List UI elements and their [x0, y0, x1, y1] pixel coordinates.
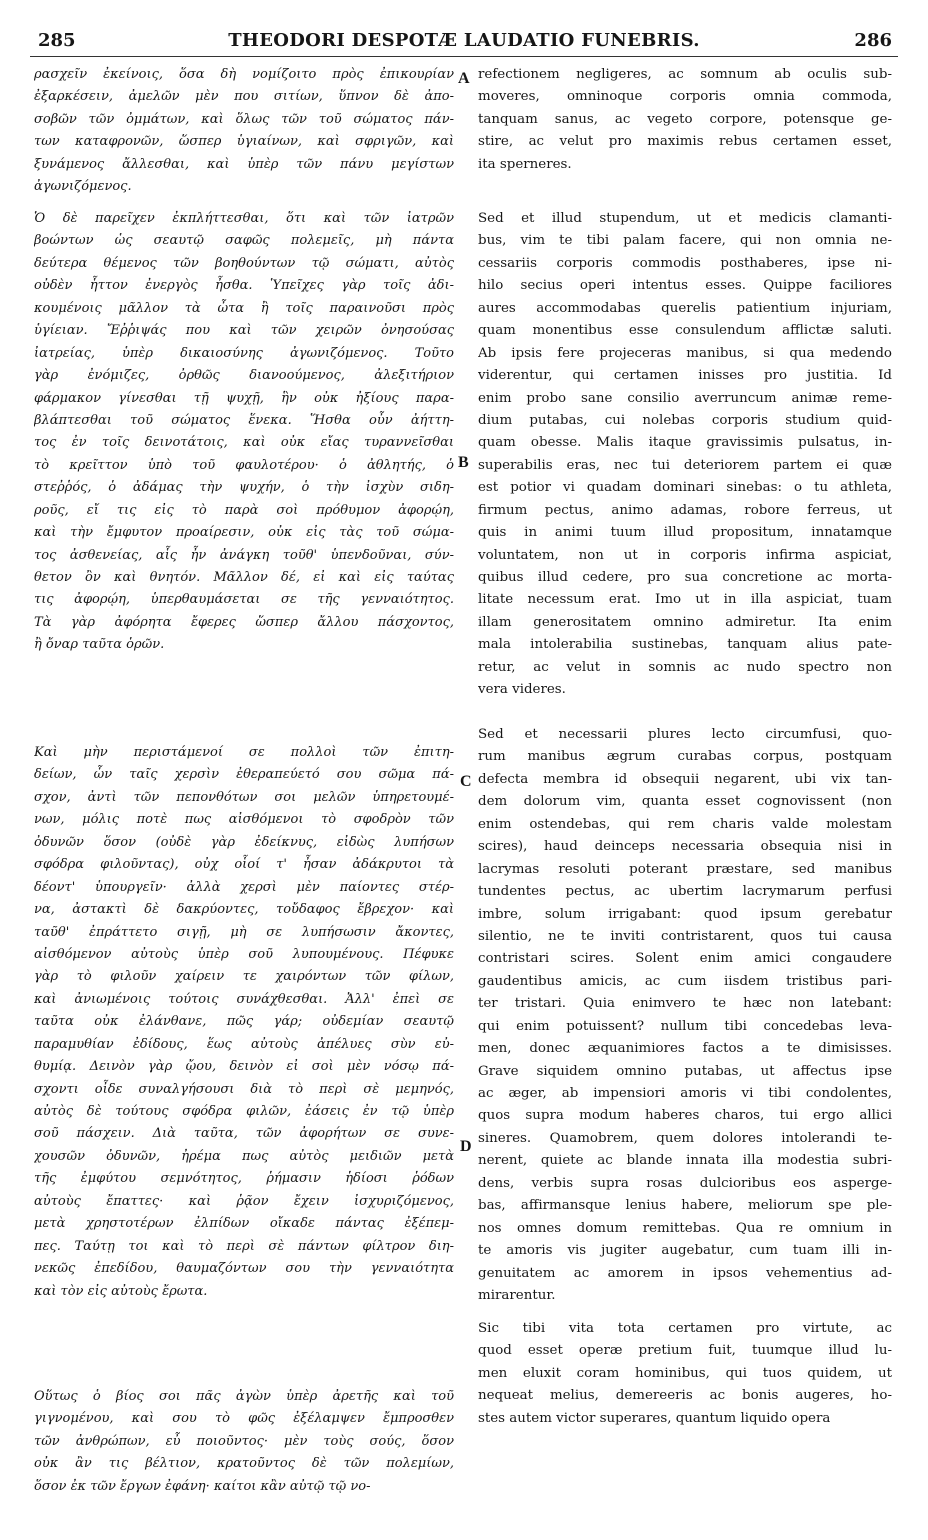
text-line: γὰρ ἐνόμιζες, ὀρθῶς διανοούμενος, ἀλεξιτήριον — [34, 368, 454, 384]
text-line: γὰρ τὸ φιλοῦν χαίρειν τε χαιρόντων τῶν φίλων, — [34, 969, 454, 985]
text-line: lacrymas resoluti poterant præstare, sed manibus — [478, 861, 892, 877]
text-line: men eluxit coram hominibus, qui tuos quidem, ut — [478, 1365, 892, 1381]
text-line: rum manibus ægrum curabas corpus, postquam — [478, 749, 892, 765]
text-line: τις ἀφορῴη, ὑπερθαυμάσεται σε τῆς γενναιότητος. — [34, 592, 454, 608]
latin-paragraph-4 — [478, 1318, 892, 1430]
text-line: gaudentibus amicis, ac cum iisdem tristibus pari- — [478, 973, 892, 989]
text-line: να, ἀστακτὶ δὲ δακρύοντες, τοὔδαφος ἔβρεχον· καὶ — [34, 902, 454, 918]
text-line: Grave siquidem omnino putabas, ut affectus ipse — [478, 1063, 892, 1079]
text-line: οὐκ ἂν τις βέλτιον, κρατοῦντος δὲ τῶν πολεμίων, — [34, 1456, 454, 1472]
text-line: ροῦς, εἴ τις εἰς τὸ παρὰ σοὶ πρόθυμον ἀφορῴη, — [34, 502, 454, 518]
text-line: quam obesse. Malis itaque gravissimis pulsatus, in- — [478, 435, 892, 451]
text-line: νεκῶς ἐπεδίδου, θαυμαζόντων σου τὴν γενναιότητα — [34, 1261, 454, 1277]
text-line: illam generositatem omnino admiretur. Ita enim — [478, 614, 892, 630]
latin-paragraph-1 — [478, 64, 892, 176]
text-line: ac æger, ab impensiori amoris vi tibi condolentes, — [478, 1086, 892, 1101]
header-rule — [30, 56, 898, 57]
text-line: μετὰ χρηστοτέρων ἐλπίδων οἴκαδε πάντας ἐξέπεμ- — [34, 1216, 454, 1232]
text-line: bus, vim te tibi palam facere, qui non omnia ne- — [478, 233, 892, 249]
text-line: stire, ac velut pro maximis rebus certamen esset, — [478, 134, 892, 150]
text-line: πες. Ταύτῃ τοι καὶ τὸ περὶ σὲ πάντων φίλτρον διη- — [34, 1238, 454, 1254]
text-line: stes autem victor superares, quantum liquido opera — [478, 1410, 831, 1426]
text-line: Ὁ δὲ παρεῖχεν ἐκπλήττεσθαι, ὅτι καὶ τῶν ἰατρῶν — [34, 211, 454, 226]
text-line: ταῦτα οὐκ ἐλάνθανε, πῶς γάρ; οὐδεμίαν σεαυτῷ — [34, 1014, 454, 1030]
text-line: imbre, solum irrigabant: quod ipsum gerebatur — [478, 906, 892, 922]
latin-paragraph-3 — [478, 724, 892, 1307]
text-line: των καταφρονῶν, ὥσπερ ὑγιαίνων, καὶ σφριγῶν, καὶ — [34, 134, 454, 150]
text-line: retur, ac velut in somnis ac nudo spectro non — [478, 659, 892, 675]
text-line: θυμίᾳ. Δεινὸν γὰρ ᾤου, δεινὸν εἰ σοὶ μὲν νόσῳ πά- — [34, 1059, 454, 1075]
text-line: τος ἀσθενείας, αἷς ἦν ἀνάγκη τοῦθ' ὑπενδοῦναι, σύν- — [34, 547, 454, 563]
page-number-right: 286 — [854, 30, 892, 51]
text-line: Τὰ γὰρ ἀφόρητα ἔφερες ὥσπερ ἄλλου πάσχοντος, — [34, 614, 454, 630]
text-line: ἢ ὄναρ ταῦτα ὁρῶν. — [34, 637, 165, 653]
text-line: dens, verbis supra rosas dulcioribus eos asperge- — [478, 1175, 892, 1191]
text-line: Sic tibi vita tota certamen pro virtute, ac — [478, 1321, 892, 1336]
text-line: cessariis corporis commodis posthaberes, ipse ni- — [478, 255, 892, 271]
text-line: καὶ ἀνιωμένοις τούτοις συνάχθεσθαι. Ἀλλ' ἐπεὶ σε — [34, 991, 454, 1007]
text-line: tundentes pectus, ac ubertim lacrymarum perfusi — [478, 884, 892, 900]
text-line: παραμυθίαν ἐδίδους, ἕως αὐτοὺς ἀπέλυες σὺν εὐ- — [34, 1036, 454, 1052]
text-line: βλάπτεσθαι τοῦ σώματος ἕνεκα. Ἥσθα οὖν ἀήττη- — [34, 412, 454, 428]
text-line: ρασχεῖν ἐκείνοις, ὅσα δὴ νομίζοιτο πρὸς ἐπικουρίαν — [34, 67, 454, 82]
text-line: refectionem negligeres, ac somnum ab oculis sub- — [478, 67, 892, 82]
text-line: quam monentibus esse consulendum afflictæ saluti. — [478, 323, 892, 339]
text-line: σφόδρα φιλοῦντας), οὐχ οἷοί τ' ἦσαν ἀδάκρυτοι τὰ — [34, 857, 454, 873]
text-line: ὀδυνῶν ὅσον (οὐδὲ γὰρ ἐδείκνυς, εἰδὼς λυπήσων — [34, 834, 454, 850]
text-line: αἰσθόμενον αὐτοὺς ὑπὲρ σοῦ λυπουμένους. Πέφυκε — [34, 946, 454, 962]
text-line: ταῦθ' ἐπράττετο σιγῇ, μὴ σε λυπήσωσιν ἄκοντες, — [34, 924, 454, 940]
greek-paragraph-4 — [34, 1386, 454, 1498]
text-line: dem dolorum vim, quanta esset cognovissent (non — [478, 794, 892, 810]
text-line: sineres. Quamobrem, quem dolores intolerandi te- — [478, 1130, 892, 1146]
text-line: moveres, omninoque corporis omnia commoda, — [478, 89, 892, 105]
text-line: bas, affirmansque lenius habere, meliorum spe ple- — [478, 1198, 892, 1214]
text-line: voluntatem, non ut in corporis infirma aspiciat, — [478, 547, 892, 563]
text-line: ἰατρείας, ὑπὲρ δικαιοσύνης ἀγωνιζόμενος. Τοῦτο — [34, 345, 454, 361]
text-line: quibus illud cedere, pro sua concretione ac morta- — [478, 570, 892, 585]
latin-paragraph-2 — [478, 208, 892, 702]
text-line: te amoris vis jugiter augebatur, cum tuam illi in- — [478, 1243, 892, 1259]
text-line: θετον ὂν καὶ θνητόν. Μᾶλλον δέ, εἰ καὶ εἰς ταύτας — [34, 570, 454, 585]
text-line: καὶ τὴν ἔμφυτον προαίρεσιν, οὐκ εἰς τὰς τοῦ σώμα- — [34, 525, 454, 541]
text-line: dium putabas, cui nolebas corporis studium quid- — [478, 412, 892, 428]
text-line: defecta membra id obsequii negarent, ubi vix tan- — [478, 771, 892, 787]
text-line: vera videres. — [478, 682, 566, 698]
text-line: νων, μόλις ποτὲ πως αἰσθόμενοι τὸ σφοδρὸν τῶν — [34, 812, 454, 828]
margin-marker-d: D — [460, 1138, 472, 1155]
text-line: γιγνομένου, καὶ σου τὸ φῶς ἐξέλαμψεν ἔμπροσθεν — [34, 1411, 454, 1427]
text-line: scires), haud deinceps necessaria obsequia nisi in — [478, 839, 892, 855]
greek-paragraph-1 — [34, 64, 454, 199]
margin-marker-c: C — [460, 773, 472, 790]
text-line: χουσῶν ὀδυνῶν, ἠρέμα πως αὐτὸς μειδιῶν μετὰ — [34, 1148, 454, 1164]
text-line: Sed et necessarii plures lecto circumfusi, quo- — [478, 727, 892, 742]
text-line: σχοντι οἶδε συναλγήσουσι διὰ τὸ περὶ σὲ μεμηνός, — [34, 1081, 454, 1097]
text-line: ξυνάμενος ἄλλεσθαι, καὶ ὑπὲρ τῶν πάνυ μεγίστων — [34, 156, 454, 172]
text-line: qui enim potuissent? nullum tibi concedebas leva- — [478, 1018, 892, 1034]
text-line: ἀγωνιζόμενος. — [34, 179, 132, 195]
text-line: δεύτερα θέμενος τῶν βοηθούντων τῷ σώματι, αὐτὸς — [34, 255, 454, 271]
running-title: THEODORI DESPOTÆ LAUDATIO FUNEBRIS. — [228, 30, 700, 51]
text-line: βοώντων ὡς σεαυτῷ σαφῶς πολεμεῖς, μὴ πάντα — [34, 233, 454, 249]
text-line: Καὶ μὴν περιστάμενοί σε πολλοὶ τῶν ἐπιτη- — [34, 745, 454, 760]
text-line: στεῤῥός, ὁ ἀδάμας τὴν ψυχήν, ὁ τὴν ἰσχὺν σιδη- — [34, 480, 454, 496]
text-line: τῆς ἐμφύτου σεμνότητος, ῥήμασιν ἡδίοσι ῥόδων — [34, 1171, 454, 1187]
text-line: men, donec æquanimiores factos a te dimisisses. — [478, 1041, 892, 1057]
text-line: κουμένοις μᾶλλον τὰ ὦτα ἢ τοῖς παραινοῦσι πρὸς — [34, 300, 454, 316]
text-line: οὐδὲν ἧττον ἐνεργὸς ἦσθα. Ὑπεῖχες γὰρ τοῖς ἀδι- — [34, 278, 454, 294]
text-line: litate necessum erat. Imo ut in illa aspiciat, tuam — [478, 592, 892, 608]
text-line: αὐτὸς δὲ τούτους σφόδρα φιλῶν, ἐάσεις ἐν τῷ ὑπὲρ — [34, 1104, 454, 1119]
text-line: aures accommodabas querelis patientium injuriam, — [478, 300, 892, 316]
text-line: enim probo sane consilio averruncum animæ reme- — [478, 390, 892, 406]
text-line: genuitatem ac amorem in ipsos vehementius ad- — [478, 1265, 892, 1281]
text-line: contristari scires. Solent enim amici congaudere — [478, 951, 892, 967]
margin-marker-a: A — [458, 70, 470, 87]
text-line: firmum pectus, animo adamas, robore ferreus, ut — [478, 502, 892, 518]
text-line: σχον, ἀντὶ τῶν πεπονθότων σοι μελῶν ὑπηρετουμέ- — [34, 789, 454, 805]
text-line: τος ἐν τοῖς δεινοτάτοις, καὶ οὐκ εἴας τυραννεῖσθαι — [34, 435, 454, 451]
text-line: Οὕτως ὁ βίος σοι πᾶς ἀγὼν ὑπὲρ ἀρετῆς καὶ τοῦ — [34, 1389, 454, 1404]
text-line: quos supra modum haberes charos, tui ergo allici — [478, 1108, 892, 1124]
text-line: viderentur, qui certamen inisses pro justitia. Id — [478, 368, 892, 384]
text-line: ὑγίειαν. Ἔῤῥιψάς που καὶ τῶν χειρῶν ὀνησούσας — [34, 323, 454, 339]
text-line: Sed et illud stupendum, ut et medicis clamanti- — [478, 211, 892, 226]
text-line: ter tristari. Quia enimvero te hæc non latebant: — [478, 996, 892, 1012]
text-line: αὐτοὺς ἔπαττες· καὶ ῥᾷον ἔχειν ἰσχυριζόμενος, — [34, 1193, 454, 1209]
text-line: ἐξαρκέσειν, ἀμελῶν μὲν που σιτίων, ὕπνον δὲ ἀπο- — [34, 89, 454, 105]
text-line: σοῦ πάσχειν. Διὰ ταῦτα, τῶν ἀφορήτων σε συνε- — [34, 1126, 454, 1142]
text-line: mirarentur. — [478, 1287, 556, 1303]
greek-paragraph-2 — [34, 208, 454, 657]
margin-marker-b: B — [458, 454, 469, 471]
text-line: tanquam sanus, ac vegeto corpore, potensque ge- — [478, 111, 892, 127]
text-line: mala intolerabilia sustinebas, tanquam alius pate- — [478, 637, 892, 653]
text-line: δείων, ὧν ταῖς χερσὶν ἐθεραπεύετό σου σῶμα πά- — [34, 767, 454, 783]
text-line: Ab ipsis fere projeceras manibus, si qua medendo — [478, 345, 892, 361]
text-line: silentio, ne te inviti contristarent, quos tui causa — [478, 928, 892, 944]
text-line: enim ostendebas, qui rem charis valde molestam — [478, 816, 892, 832]
text-line: superabilis eras, nec tui deteriorem partem ei quæ — [478, 457, 892, 473]
text-line: τὸ κρεῖττον ὑπὸ τοῦ φαυλοτέρου· ὁ ἀθλητής, ὁ — [34, 457, 454, 473]
text-line: quod esset operæ pretium fuit, tuumque illud lu- — [478, 1343, 892, 1359]
text-line: nerent, quiete ac blande innata illa modestia subri- — [478, 1153, 892, 1169]
text-line: τῶν ἀνθρώπων, εὖ ποιοῦντος· μὲν τοὺς σούς, ὅσον — [34, 1433, 454, 1449]
text-line: ὅσον ἐκ τῶν ἔργων ἐφάνη· καίτοι κἂν αὐτῷ τῷ νο- — [34, 1478, 371, 1494]
text-line: σοβῶν τῶν ὀμμάτων, καὶ ὅλως τῶν τοῦ σώματος πάν- — [34, 111, 454, 127]
text-line: hilo secius operi intentus esses. Quippe faciliores — [478, 278, 892, 294]
text-line: δέοντ' ὑπουργεῖν· ἀλλὰ χερσὶ μὲν παίοντες στέρ- — [34, 879, 454, 895]
text-line: καὶ τὸν εἰς αὐτοὺς ἔρωτα. — [34, 1283, 208, 1299]
text-line: φάρμακον γίνεσθαι τῇ ψυχῇ, ἣν οὐκ ἠξίους παρα- — [34, 390, 454, 406]
greek-paragraph-3 — [34, 742, 454, 1303]
running-header — [28, 22, 900, 54]
text-line: nos omnes domum remittebas. Qua re omnium in — [478, 1220, 892, 1236]
text-line: ita sperneres. — [478, 156, 572, 172]
text-line: nequeat melius, demereeris ac bonis augeres, ho- — [478, 1388, 892, 1404]
text-line: quis in animi tuum illud propositum, innatamque — [478, 525, 892, 541]
page-number-left: 285 — [38, 30, 76, 51]
text-line: est potior vi quadam dominari sinebas: o tu athleta, — [478, 480, 892, 496]
